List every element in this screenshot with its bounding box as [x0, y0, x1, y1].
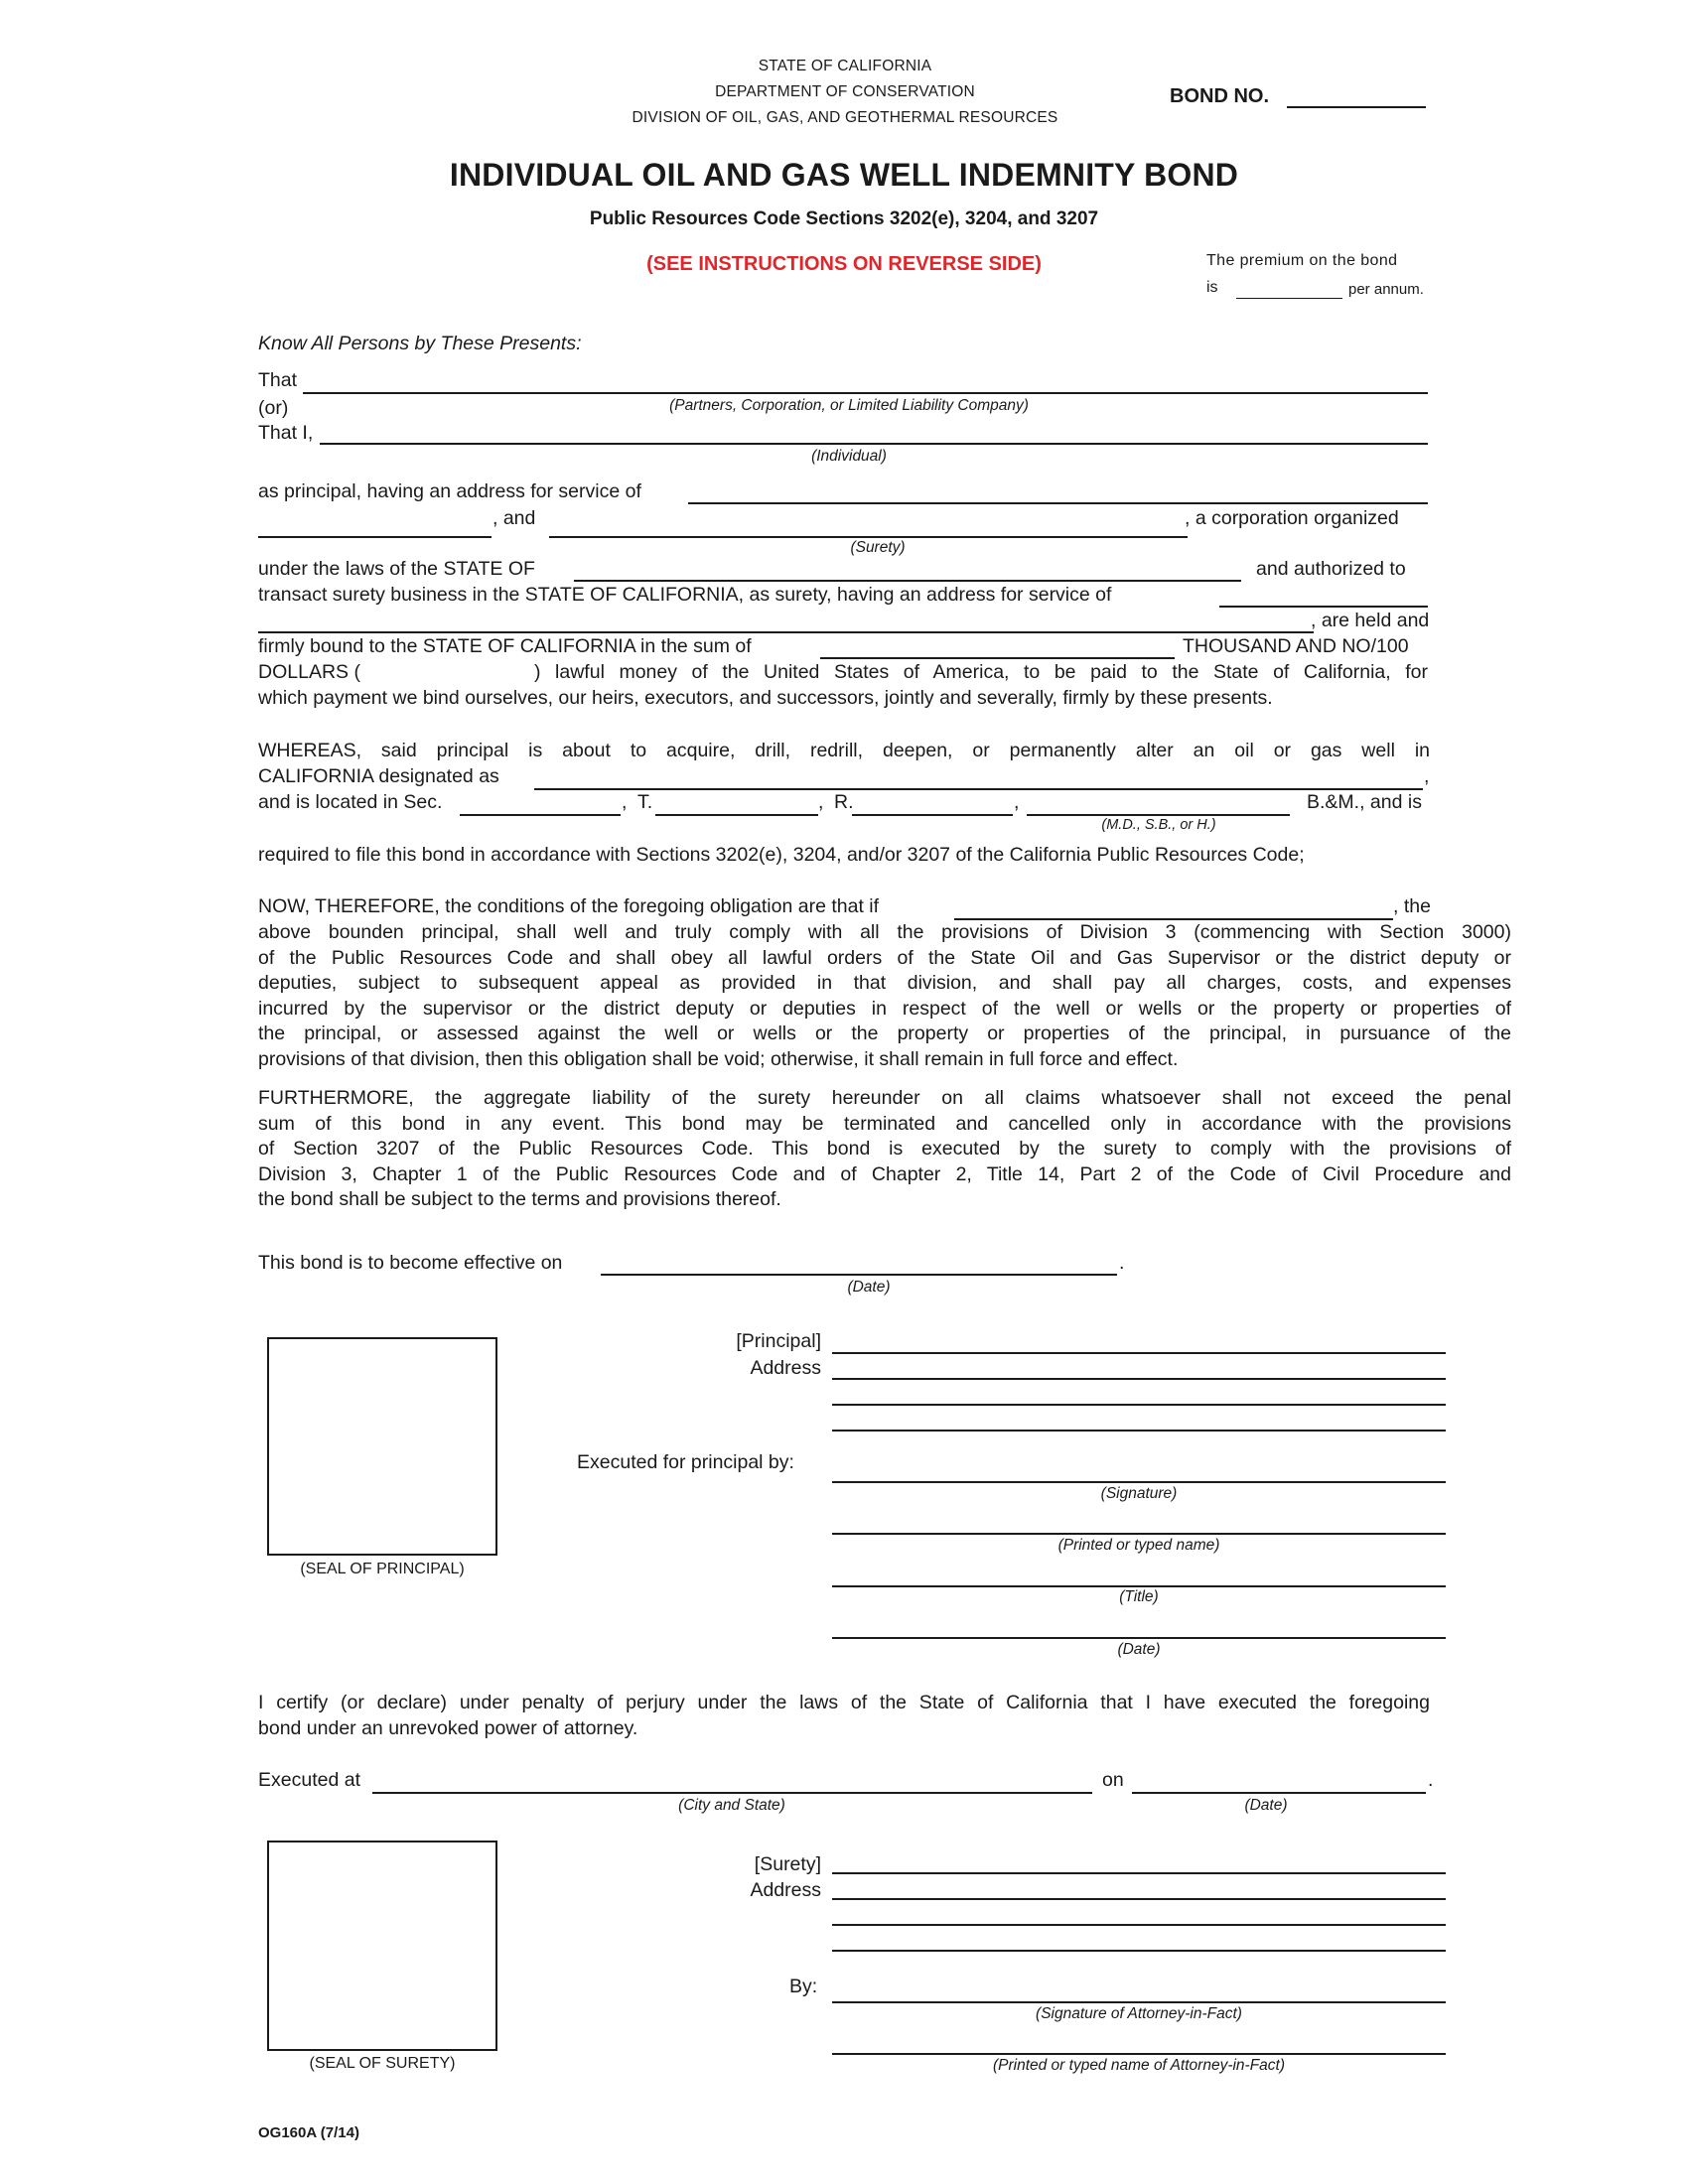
surety-caption: (Surety) [850, 539, 906, 556]
attorney-signature-caption: (Signature of Attorney-in-Fact) [1036, 2005, 1242, 2022]
surety-address-input[interactable] [1219, 582, 1426, 606]
effective-date-underline [601, 1274, 1117, 1276]
principal-address-line-3[interactable] [832, 1404, 1444, 1428]
paragraph-line: FURTHERMORE, the aggregate liability of the surety hereunder on all claims whatsoever shall not exceed the penal [258, 1087, 1511, 1109]
principal-title-underline [832, 1585, 1446, 1587]
form-title: INDIVIDUAL OIL AND GAS WELL INDEMNITY BOND [449, 157, 1239, 193]
paragraph-line: incurred by the supervisor or the district deputy or deputies in respect of the well or wells or the property or properties of [258, 997, 1511, 1020]
principal-address-cont-input[interactable] [258, 510, 490, 534]
principal-signature-input[interactable] [832, 1455, 1444, 1479]
effective-label: This bond is to become effective on [258, 1252, 563, 1274]
surety-address-line-2[interactable] [832, 1898, 1444, 1922]
premium-text: The premium on the bond [1206, 252, 1398, 269]
paragraph-line: the bond shall be subject to the terms and provisions thereof. [258, 1188, 781, 1210]
principal-date-caption: (Date) [1117, 1641, 1161, 1658]
required-text: required to file this bond in accordance with Sections 3202(e), 3204, and/or 3207 of the California Public Resources Code; [258, 844, 1305, 866]
authorized-to-text: and authorized to [1256, 558, 1406, 580]
laws-of-state-label: under the laws of the STATE OF [258, 558, 535, 580]
that-i-underline [320, 443, 1428, 445]
surety-address-line-1[interactable] [832, 1872, 1444, 1896]
surety-address-cont-input[interactable] [258, 608, 1311, 631]
agency-state: STATE OF CALIFORNIA [758, 58, 932, 74]
agency-department: DEPARTMENT OF CONSERVATION [715, 83, 975, 100]
principal-label: [Principal] [736, 1330, 821, 1352]
surety-name-block-input[interactable] [832, 1846, 1444, 1870]
payment-text: which payment we bind ourselves, our heirs, executors, and successors, jointly and severally, firmly by these presents. [258, 687, 1273, 709]
that-entity-underline [303, 392, 1428, 394]
bond-no-underline [1287, 106, 1426, 108]
premium-input[interactable] [1236, 276, 1342, 300]
that-entity-input[interactable] [303, 367, 1425, 391]
and-label: , and [492, 507, 536, 529]
dollars-amount-input[interactable] [367, 659, 531, 683]
effective-date-caption: (Date) [847, 1279, 891, 1296]
furthermore-paragraph [258, 1086, 1511, 1213]
lawful-money-text: ) lawful money of the United States of America, to be paid to the State of California, for [534, 661, 1428, 683]
surety-name-input[interactable] [549, 510, 1185, 534]
range-input[interactable] [852, 789, 1011, 813]
comma-text: , [818, 791, 824, 813]
township-input[interactable] [655, 789, 816, 813]
printed-name-caption: (Printed or typed name) [1057, 1537, 1220, 1554]
comma-text: , [622, 791, 628, 813]
attorney-printed-name-input[interactable] [832, 2027, 1444, 2051]
paragraph-line: of Section 3207 of the Public Resources Code. This bond is executed by the surety to comply with the provisions of [258, 1138, 1511, 1160]
principal-date-input[interactable] [832, 1611, 1444, 1635]
executed-on-date-input[interactable] [1132, 1767, 1424, 1791]
firmly-bound-label: firmly bound to the STATE OF CALIFORNIA in the sum of [258, 635, 752, 657]
paragraph-line: provisions of that division, then this obligation shall be void; otherwise, it shall remain in full force and effect. [258, 1047, 1179, 1070]
executed-at-label: Executed at [258, 1769, 360, 1791]
comma-text: , [1424, 765, 1430, 787]
attorney-printed-name-caption: (Printed or typed name of Attorney-in-Fact) [992, 2057, 1286, 2074]
executed-at-underline [372, 1792, 1092, 1794]
sec-input[interactable] [460, 789, 619, 813]
sec-underline [460, 814, 621, 816]
by-label: By: [789, 1976, 818, 1997]
principal-address-label: as principal, having an address for service of [258, 480, 641, 502]
t-label: T. [637, 791, 653, 813]
executed-at-input[interactable] [372, 1767, 1090, 1791]
premium-is: is [1206, 279, 1218, 296]
individual-caption: (Individual) [811, 448, 887, 465]
certification-date-caption: (Date) [1244, 1797, 1288, 1814]
principal-name-input[interactable] [832, 1326, 1444, 1350]
attorney-printed-name-underline [832, 2053, 1446, 2055]
principal-address-cont-underline [258, 536, 492, 538]
bond-no-input[interactable] [1287, 83, 1426, 107]
principal-address-line-2[interactable] [832, 1378, 1444, 1402]
meridian-underline [1027, 814, 1290, 816]
effective-period: . [1119, 1252, 1125, 1274]
intro-text: Know All Persons by These Presents: [258, 333, 582, 354]
principal-address-underline-3 [832, 1430, 1446, 1432]
principal-seal-box [267, 1337, 497, 1556]
attorney-signature-input[interactable] [832, 1976, 1444, 1999]
principal-printed-name-input[interactable] [832, 1507, 1444, 1531]
condition-input[interactable] [954, 893, 1391, 917]
that-i-individual-input[interactable] [320, 420, 1425, 444]
sum-input[interactable] [820, 633, 1173, 657]
range-underline [852, 814, 1013, 816]
transact-label: transact surety business in the STATE OF CALIFORNIA, as surety, having an address for service of [258, 584, 1112, 606]
paragraph-line: Division 3, Chapter 1 of the Public Resources Code and of Chapter 2, Title 14, Part 2 of the Code of Civil Procedure and [258, 1162, 1511, 1185]
that-i-label: That I, [258, 422, 314, 444]
surety-name-underline [549, 536, 1188, 538]
well-designation-input[interactable] [534, 763, 1421, 787]
the-text: , the [1393, 895, 1431, 917]
meridian-input[interactable] [1027, 789, 1288, 813]
principal-signature-underline [832, 1481, 1446, 1483]
executed-by-label: Executed for principal by: [577, 1451, 794, 1473]
form-id: OG160A (7/14) [258, 2124, 359, 2141]
certification-line-2: bond under an unrevoked power of attorney. [258, 1717, 638, 1739]
thousand-text: THOUSAND AND NO/100 [1183, 635, 1409, 657]
designated-label: CALIFORNIA designated as [258, 765, 499, 787]
r-label: R. [834, 791, 854, 813]
surety-address-line-3[interactable] [832, 1924, 1444, 1948]
held-and-text: , are held and [1311, 610, 1430, 631]
premium-underline [1236, 298, 1342, 299]
premium-per-annum: per annum. [1348, 281, 1424, 298]
form-subtitle: Public Resources Code Sections 3202(e), 3204, and 3207 [589, 208, 1099, 229]
dollars-open: DOLLARS ( [258, 661, 360, 683]
principal-date-underline [832, 1637, 1446, 1639]
paragraph-line: the principal, or assessed against the well or wells or the property or properties of the principal, in pursuance of the [258, 1023, 1511, 1044]
that-label: That [258, 369, 298, 391]
effective-date-input[interactable] [601, 1250, 1115, 1274]
surety-seal-box [267, 1841, 497, 2051]
attorney-signature-underline [832, 2001, 1446, 2003]
meridian-caption: (M.D., S.B., or H.) [1101, 817, 1216, 833]
sum-underline [820, 657, 1175, 659]
comma-text: , [1014, 791, 1020, 813]
principal-address-block-label: Address [750, 1357, 821, 1379]
now-therefore-lead: NOW, THEREFORE, the conditions of the foregoing obligation are that if [258, 895, 880, 917]
certification-period: . [1428, 1769, 1434, 1791]
instructions-notice: (SEE INSTRUCTIONS ON REVERSE SIDE) [646, 253, 1042, 275]
executed-on-date-underline [1132, 1792, 1426, 1794]
bond-no-label: BOND NO. [1170, 85, 1269, 107]
or-label: (or) [258, 397, 289, 419]
laws-of-state-underline [574, 580, 1241, 582]
paragraph-line: deputies, subject to subsequent appeal as provided in that division, and shall pay all charges, costs, and expenses [258, 972, 1511, 994]
whereas-text: WHEREAS, said principal is about to acquire, drill, redrill, deepen, or permanently alter an oil or gas well in [258, 740, 1430, 761]
principal-address-input[interactable] [688, 478, 1425, 502]
city-state-caption: (City and State) [678, 1797, 785, 1814]
signature-caption: (Signature) [1100, 1485, 1178, 1502]
now-therefore-paragraph [258, 920, 1511, 1072]
surety-address-underline-3 [832, 1950, 1446, 1952]
surety-address-block-label: Address [750, 1879, 821, 1901]
principal-address-underline [688, 502, 1428, 504]
that-entity-caption: (Partners, Corporation, or Limited Liability Company) [669, 397, 1029, 414]
located-label: and is located in Sec. [258, 791, 443, 813]
certification-line-1: I certify (or declare) under penalty of perjury under the laws of the State of California that I have executed the foregoing [258, 1692, 1430, 1713]
principal-title-input[interactable] [832, 1560, 1444, 1583]
on-label: on [1102, 1769, 1124, 1791]
principal-seal-caption: (SEAL OF PRINCIPAL) [300, 1561, 465, 1577]
paragraph-line: above bounden principal, shall well and truly comply with all the provisions of Division 3 (commencing with Section 3000) [258, 921, 1511, 943]
surety-seal-caption: (SEAL OF SURETY) [309, 2055, 456, 2072]
bm-label: B.&M., and is [1307, 791, 1422, 813]
corp-organized-text: , a corporation organized [1185, 507, 1399, 529]
laws-of-state-input[interactable] [574, 556, 1239, 580]
surety-label: [Surety] [754, 1853, 821, 1875]
principal-printed-name-underline [832, 1533, 1446, 1535]
paragraph-line: of the Public Resources Code and shall obey all lawful orders of the State Oil and Gas Supervisor or the district deputy or [258, 946, 1511, 969]
agency-division: DIVISION OF OIL, GAS, AND GEOTHERMAL RESOURCES [632, 109, 1058, 126]
township-underline [655, 814, 818, 816]
title-caption: (Title) [1119, 1588, 1159, 1605]
principal-address-line-1[interactable] [832, 1352, 1444, 1376]
paragraph-line: sum of this bond in any event. This bond may be terminated and cancelled only in accordance with the provisions [258, 1112, 1511, 1135]
